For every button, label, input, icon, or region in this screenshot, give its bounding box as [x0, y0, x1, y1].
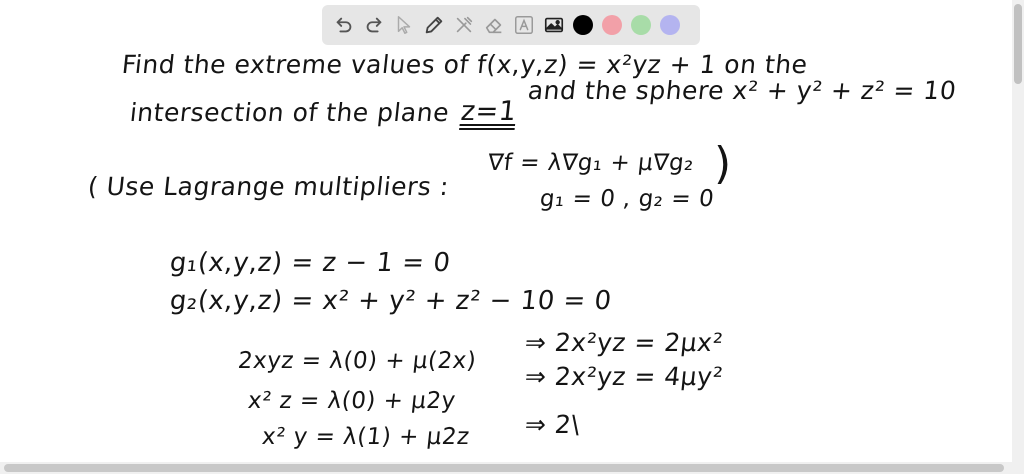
redo-icon[interactable] [360, 12, 387, 39]
vertical-scrollbar[interactable] [1012, 0, 1024, 462]
color-purple-swatch[interactable] [660, 15, 680, 35]
hint-line-1: ( Use Lagrange multipliers : [86, 172, 451, 201]
pointer-icon[interactable] [390, 12, 417, 39]
color-pink-swatch[interactable] [602, 15, 622, 35]
eraser-icon[interactable] [480, 12, 507, 39]
constraint-condition: g₁ = 0 , g₂ = 0 [538, 186, 716, 212]
g2-definition: g₂(x,y,z) = x² + y² + z² − 10 = 0 [168, 286, 614, 316]
pen-icon[interactable] [420, 12, 447, 39]
eq1-left: 2xyz = λ(0) + μ(2x) [236, 348, 478, 374]
eq3-right: ⇒ 2\ [523, 410, 582, 439]
tools-icon[interactable] [450, 12, 477, 39]
problem-line-2a: intersection of the plane [128, 98, 451, 127]
image-icon[interactable] [540, 12, 567, 39]
color-green-swatch[interactable] [631, 15, 651, 35]
text-icon[interactable] [510, 12, 537, 39]
undo-icon[interactable] [330, 12, 357, 39]
closing-paren: ) [714, 138, 732, 189]
problem-line-2c: and the sphere x² + y² + z² = 10 [526, 76, 958, 105]
horizontal-scroll-thumb[interactable] [4, 464, 1004, 472]
horizontal-scrollbar[interactable] [0, 462, 1024, 474]
eq2-left: x² z = λ(0) + μ2y [246, 388, 457, 414]
plane-equation: z=1 [459, 96, 519, 127]
color-black-swatch[interactable] [573, 15, 593, 35]
problem-line-1: Find the extreme values of f(x,y,z) = x²yz + 1 on the [120, 50, 810, 79]
eq2-right: ⇒ 2x²yz = 4μy² [523, 362, 725, 391]
eq1-right: ⇒ 2x²yz = 2μx² [523, 328, 725, 357]
eq3-left: x² y = λ(1) + μ2z [260, 424, 471, 450]
gradient-condition: ∇f = λ∇g₁ + μ∇g₂ [486, 150, 696, 176]
drawing-toolbar [322, 5, 700, 45]
g1-definition: g₁(x,y,z) = z − 1 = 0 [168, 248, 452, 278]
vertical-scroll-thumb[interactable] [1014, 4, 1022, 84]
